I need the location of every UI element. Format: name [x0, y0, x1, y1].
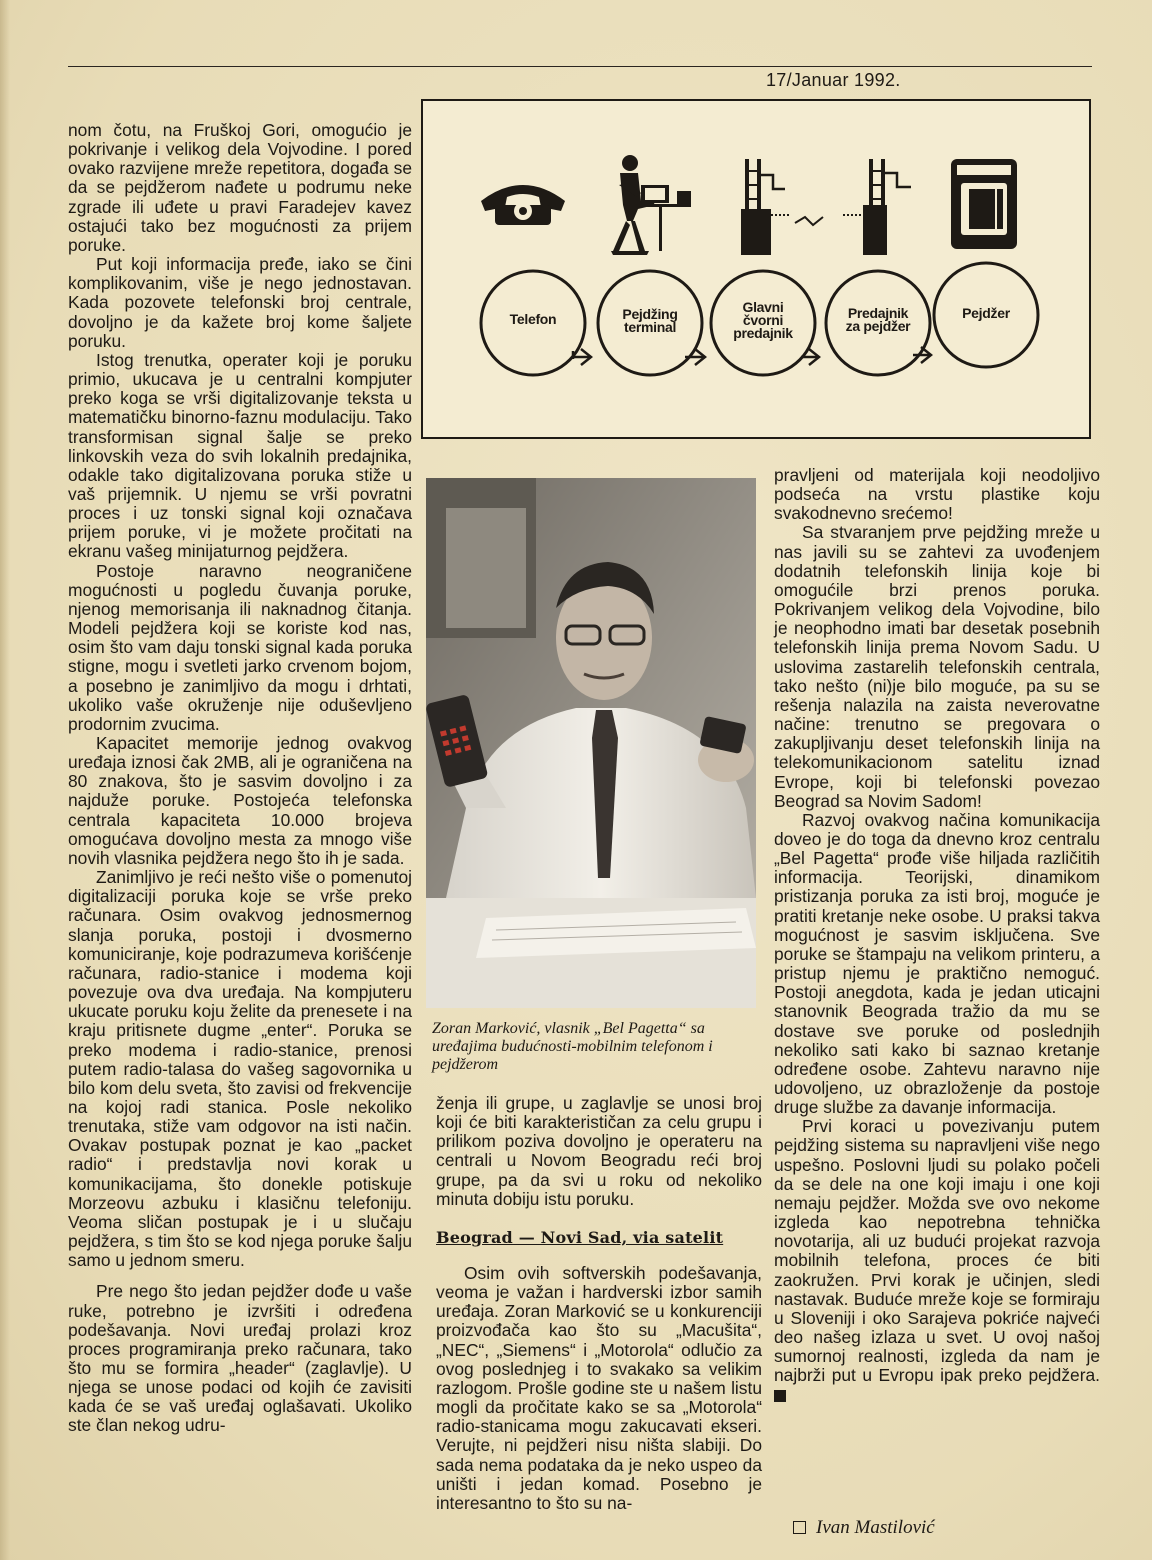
- author-name: Ivan Mastilović: [816, 1517, 935, 1538]
- flow-arrows: [573, 347, 931, 365]
- byline-box-icon: [793, 1521, 806, 1534]
- author-byline: [793, 1517, 935, 1539]
- arrow-right-icon: [801, 349, 819, 365]
- flow-label-pager-transmitter: Predajnik za pejdžer: [845, 305, 911, 334]
- page-edge-shadow: [0, 0, 10, 1560]
- end-of-article-mark: [774, 1390, 786, 1402]
- article-column-2b: [436, 1264, 762, 1513]
- header-rule: [68, 66, 1092, 67]
- issue-date: 17/Januar 1992.: [766, 70, 901, 90]
- flow-label-telefon: Telefon: [509, 311, 557, 327]
- pager-icon: [951, 159, 1017, 249]
- paragraph: Pre nego što jedan pejdžer dođe u vaše ruke, potrebno je izvršiti i određena podešavanja. Novi uređaj prolazi kroz proces programiranja preko računara, tako što mu se formira „header“ (zaglavlje). U njega se unose podaci od kojih će zavisiti kada će se vaš uređaj oglašavati. Ukoliko ste član nekog udru-: [68, 1281, 412, 1436]
- photo-caption: Zoran Marković, vlasnik „Bel Pagetta“ sa uređajima budućnosti-mobilnim telefonom i pejdžerom: [432, 1020, 713, 1073]
- paragraph: Put koji informacija pređe, iako se čini komplikovanim, više je nego jednostavan. Kada pozovete telefonski broj centrale, dovoljno je da kažete broj kome šaljete poruku.: [68, 254, 412, 351]
- paragraph: Istog trenutka, operater koji je poruku primio, ukucava je u centralni kompjuter preko koga se vrši digitalizovanje teksta u matematičku binorno-faznu modulaciju. Tako transformisan signal šalje se preko linkovskih veza do svih lokalnih predajnika, odakle tako digitalizovana poruka stiže u vaš prijemnik. U njemu se vrši povratni proces i uz tonski signal koji označava prijem poruke, vi je možete pročitati na ekranu vašeg minijaturnog pejdžera.: [68, 349, 412, 562]
- flow-label-terminal: Pejdžing terminal: [622, 306, 678, 335]
- paragraph: Razvoj ovakvog načina komunikacija doveo je do toga da dnevno kroz centralu „Bel Pagetta“ prođe više hiljada različitih informacija. Teorijski, dinamikom pristizanja poruka za isti broj, moguće je pratiti kretanje neke osobe. U praksi takva mogućnost je sasvim isključena. Sve poruke se štampaju na velikom printeru, a pristup njemu je praktično nemoguć. Postoji anegdota, kada je jedan uticajni stanovnik Beograda tražio da mu se dostave sve poruke od poslednjih nekoliko sati kako bi saznao kretanje određene osobe. Zahtevu naravno nije udovoljeno, uz obrazloženje da postoje druge službe za davanje informacija.: [774, 809, 1100, 1118]
- paragraph: Postoje naravno neograničene mogućnosti u pogledu čuvanja poruke, njenog memorisanja ili naknadnog čitanja. Modeli pejdžera koji se koriste kod nas, osim što vam daju tonski signal kada poruka stigne, mogu i svetleti jarko crvenom bojom, a posebno je zanimljivo da mogu i drhtati, ukoliko vaše okruženje nije oduševljeno prodornim zvucima.: [68, 560, 412, 734]
- telephone-icon: [481, 185, 565, 225]
- section-subheading: Beograd — Novi Sad, via satelit: [436, 1228, 724, 1247]
- paragraph: pravljeni od materijala koji neodoljivo podseća na vrstu plastike koju svakodnevno srećemo!: [774, 465, 1100, 524]
- photo-illustration: [426, 478, 756, 1008]
- paragraph: [774, 1117, 1100, 1404]
- flow-label-pager: Pejdžer: [962, 305, 1010, 321]
- flow-label-main-transmitter: Glavni čvorni predajnik: [733, 299, 793, 341]
- article-column-1: [68, 121, 412, 1436]
- operator-workstation-icon: [611, 155, 691, 255]
- main-transmitter-icon: [741, 159, 823, 255]
- article-photo: [426, 478, 756, 1008]
- diagram-graphics: [423, 101, 1088, 436]
- pager-transmitter-icon: [843, 159, 911, 255]
- paragraph: Kapacitet memorije jednog ovakvog uređaja iznosi čak 2MB, ali je ograničena na 80 znakova, što je sasvim dovoljno i za najduže poruke. Postojeća telefonska centrala kapaciteta 10.000 brojeva omogućava dovoljno mesta za mnogo više novih vlasnika pejdžera nego što ih je sada.: [68, 733, 412, 868]
- article-column-3: [774, 466, 1100, 1405]
- paging-flow-diagram: [421, 99, 1091, 439]
- paragraph: Osim ovih softverskih podešavanja, veoma je važan i hardverski izbor samih uređaja. Zoran Marković se u konkurenciji proizvođača kao što su „Macušita“, „NEC“, „Siemens“ i „Motorola“ odlučio za ovog poslednjeg i to svakako sa velikim razlogom. Prošle godine ste u našem listu mogli da pročitate kako se sa „Motorola“ radio-stanicama mogu zakucavati ekseri. Verujte, ni pejdžeri nisu ništa slabiji. Do sada nema podataka da je neko uspeo da uništi i jedan komad. Posebno je interesantno to što su na-: [436, 1263, 762, 1513]
- article-column-2: [436, 1094, 762, 1209]
- paragraph: Sa stvaranjem prve pejdžing mreže u nas javili su se zahtevi za uvođenjem dodatnih telefonskih linija koje bi omogućile brzi prenos poruka. Pokrivanjem velikog dela Vojvodine, bilo je neophodno imati bar desetak posebnih telefonskih linija prema Novom Sadu. U uslovima zastarelih telefonskih centrala, tako nešto (ni)je bilo moguće, pa su se rešenja nalazila na zaista neverovatne načine: trenutno se pregovara o zakupljivanju deset telefonskih linija na telekomunikacionom satelitu iznad Evrope, koji bi telefonski povezao Beograd sa Novim Sadom!: [774, 522, 1100, 811]
- paragraph: ženja ili grupe, u zaglavlje se unosi broj koji će biti karakterističan za celu grupu i prilikom poziva dovoljno je operateru na centrali u Novom Beogradu reći broj grupe, pa da svi u roku od nekoliko minuta dobiju istu poruku.: [436, 1093, 762, 1209]
- paragraph: nom čotu, na Fruškoj Gori, omogućio je pokrivanje i velikog dela Vojvodine. I pored ovako razvijene mreže repetitora, događa se da se pejdžerom nađete u podrumu neke zgrade ili uđete u pravi Faradejev kavez ostajući tako bez mogućnosti za prijem poruke.: [68, 120, 412, 255]
- paragraph-text: Prvi koraci u povezivanju putem pejdžing sistema su napravljeni više nego uspešno. Poslovni ljudi su polako počeli da se dele na one koji imaju i one koji nemaju pejdžer. Možda sve ovo nekome izgleda kao nepotrebna tehnička novotarija, ali uz budući projekat razvoja mobilnih telefona, proces će biti zaokružen. Prvi korak je učinjen, sledi nastavak. Buduće mreže koje se formiraju u Sloveniji i oko Sarajeva pokriće najveći deo našeg izlaza u svet. U ovoj našoj sumornoj realnosti, izgleda da nam je najbrži put u Evropu ipak preko pejdžera.: [774, 1116, 1100, 1386]
- paragraph: Zanimljivo je reći nešto više o pomenutoj digitalizaciji poruka koje se vrše preko računara. Osim ovakvog jednosmernog slanja poruka, postoji i dvosmerno komuniciranje, koje podrazumeva korišćenje računara, radio-stanice i modema koji povezuje ova dva uređaja. Na kompjuteru ukucate poruku koju želite da prenesete i na kraju pritisnete dugme „enter“. Poruka se preko modema i radio-stanice, prenosi putem radio-talasa do vašeg sagovornika u bilo kom delu sveta, što zavisi od frekvencije na kojoj radi stanica. Posle nekoliko trenutaka, stiže vam odgovor na isti način. Ovakav postupak poznat je kao „packet radio“ i predstavlja novi korak u komunikacijama, što donekle potiskuje Morzeovu azbuku i klasičnu telefoniju. Veoma sličan postupak je i u slučaju pejdžera, s tim što se kod njega poruke šalju samo u jednom smeru.: [68, 867, 412, 1271]
